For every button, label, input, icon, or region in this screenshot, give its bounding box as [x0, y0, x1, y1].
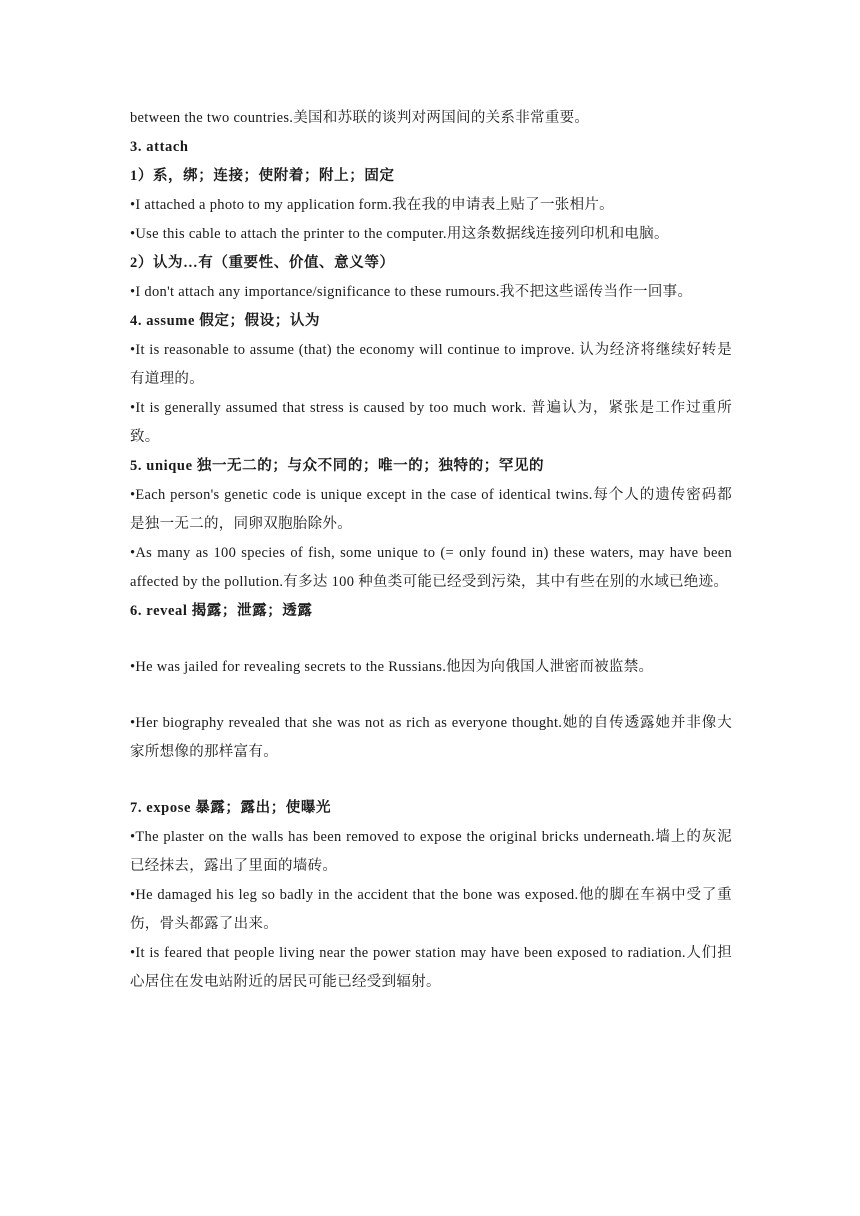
blank-line	[130, 682, 732, 709]
text-line: between the two countries.美国和苏联的谈判对两国间的关系非常重要。	[130, 110, 590, 126]
example-sentence: •Each person's genetic code is unique except in the case of identical twins.每个人的遗传密码都是独一无二的，同卵双胞胎除外。	[130, 487, 732, 532]
example-sentence: •I attached a photo to my application form.我在我的申请表上贴了一张相片。	[130, 197, 614, 213]
blank-line	[130, 626, 732, 653]
example-sentence: •I don't attach any importance/significance to these rumours.我不把这些谣传当作一回事。	[130, 284, 693, 300]
example-sentence: •As many as 100 species of fish, some unique to (= only found in) these waters, may have been affected by the pollution.有多达 100 种鱼类可能已经受到污染，其中有些在别的水域已绝迹。	[130, 545, 732, 590]
section-heading-attach: 3. attach	[130, 139, 189, 155]
sense-heading: 1）系，绑；连接；使附着；附上；固定	[130, 168, 395, 184]
example-sentence: •Use this cable to attach the printer to the computer.用这条数据线连接列印机和电脑。	[130, 226, 669, 242]
example-sentence: •The plaster on the walls has been removed to expose the original bricks underneath.墙上的灰泥已经抹去，露出了里面的墙砖。	[130, 829, 732, 874]
section-heading-expose: 7. expose 暴露；露出；使曝光	[130, 800, 332, 816]
example-sentence: •He was jailed for revealing secrets to the Russians.他因为向俄国人泄密而被监禁。	[130, 659, 654, 675]
sense-heading: 2）认为…有（重要性、价值、意义等）	[130, 255, 395, 271]
document-page	[130, 104, 732, 997]
blank-line	[130, 767, 732, 794]
example-sentence: •It is feared that people living near the power station may have been exposed to radiation.人们担心居住在发电站附近的居民可能已经受到辐射。	[130, 945, 732, 990]
example-sentence: •It is reasonable to assume (that) the economy will continue to improve. 认为经济将继续好转是有道理的。	[130, 342, 732, 387]
example-sentence: •He damaged his leg so badly in the accident that the bone was exposed.他的脚在车祸中受了重伤，骨头都露了出来。	[130, 887, 732, 932]
section-heading-unique: 5. unique 独一无二的；与众不同的；唯一的；独特的；罕见的	[130, 458, 545, 474]
section-heading-assume: 4. assume 假定；假设；认为	[130, 313, 321, 329]
example-sentence: •Her biography revealed that she was not as rich as everyone thought.她的自传透露她并非像大家所想像的那样富有。	[130, 715, 732, 760]
section-heading-reveal: 6. reveal 揭露；泄露；透露	[130, 603, 313, 619]
example-sentence: •It is generally assumed that stress is caused by too much work. 普遍认为，紧张是工作过重所致。	[130, 400, 732, 445]
